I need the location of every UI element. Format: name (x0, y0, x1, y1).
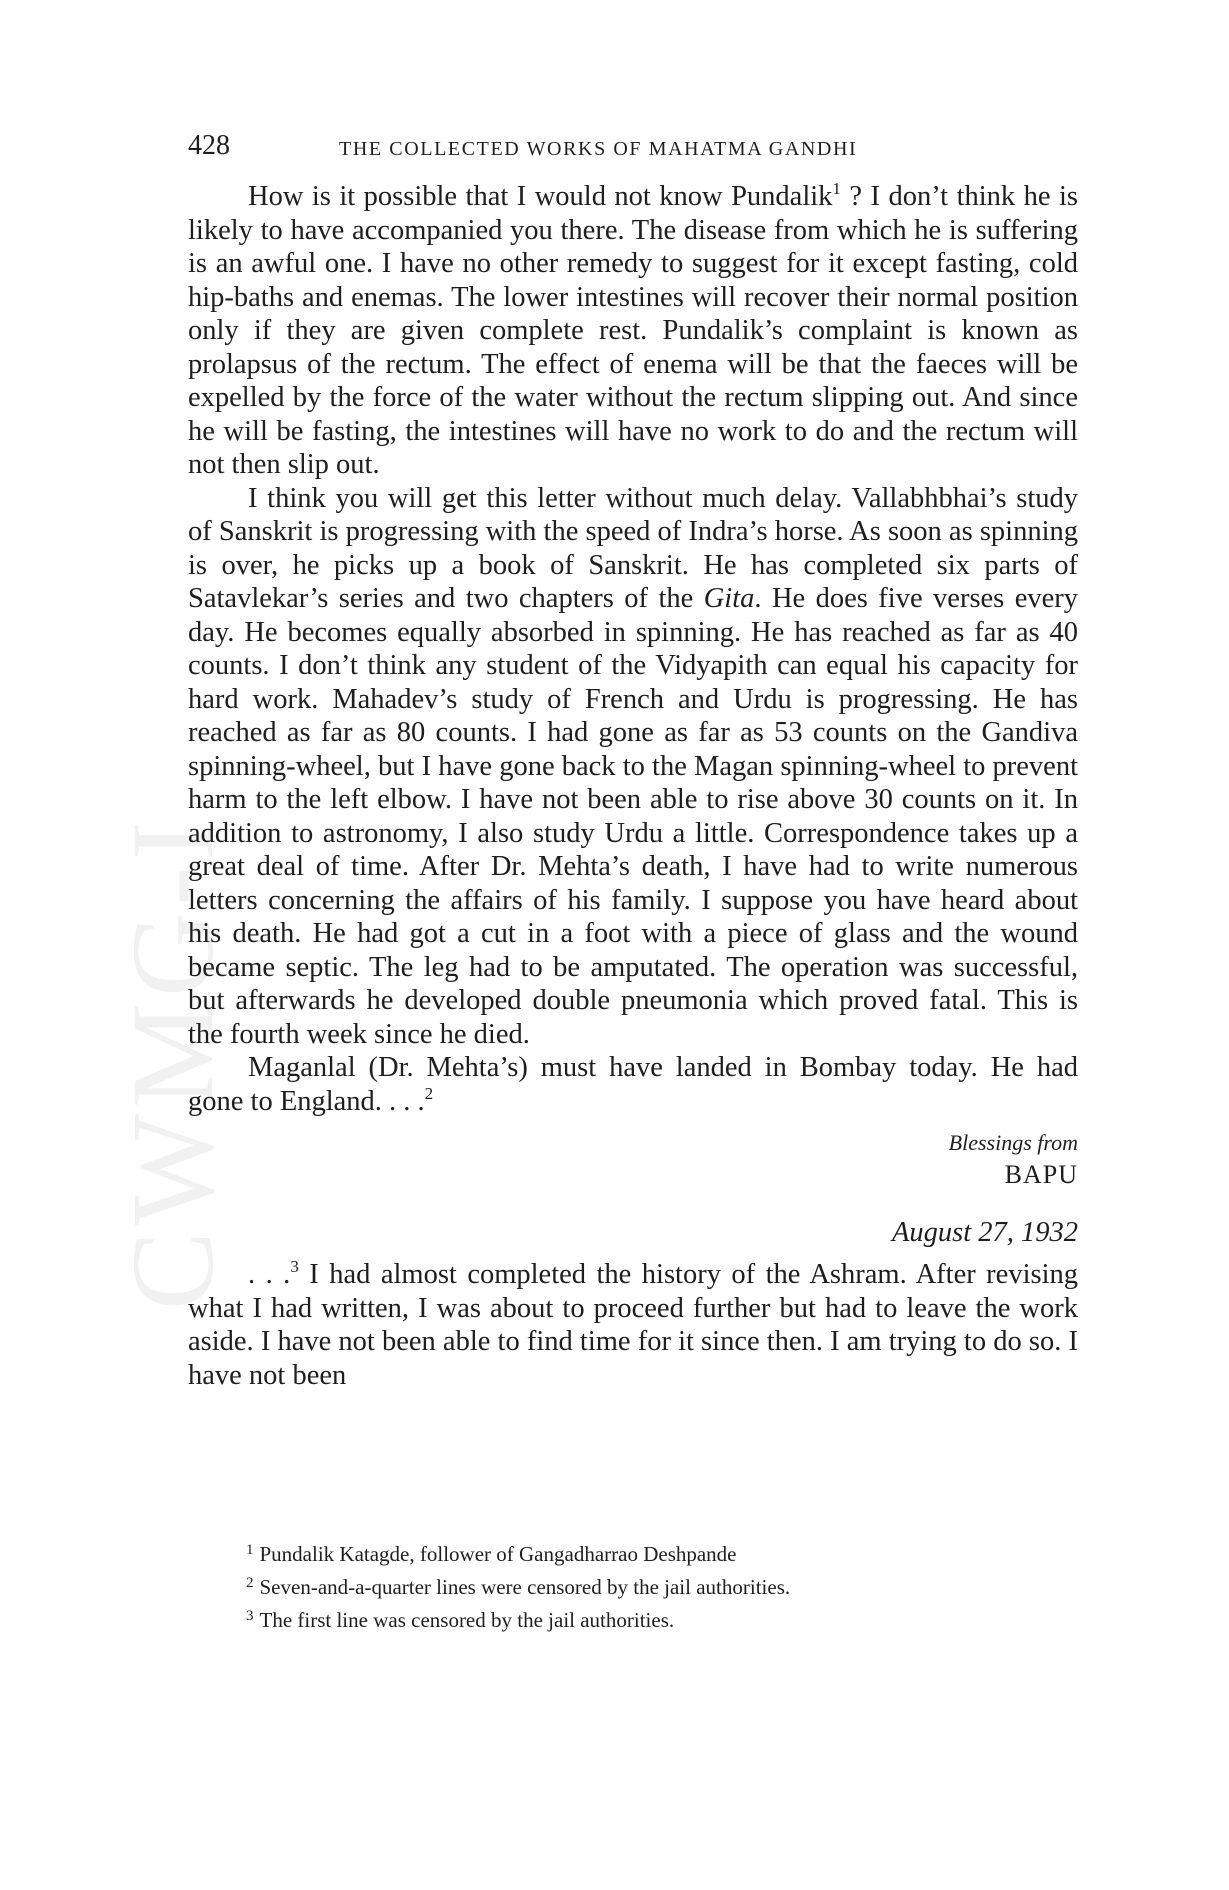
paragraph-1-text-b: ? I don’t think he is likely to have accompanied you there. The disease from which he is suffering is an awful one. I have no other remedy to suggest for it except fasting, cold hip-baths and enemas. The lower intestines will recover their normal position only if they are given complete rest. Pundalik’s complaint is known as prolapsus of the rectum. The effect of enema will be that the faeces will be expelled by the force of the water without the rectum slipping out. And since he will be fasting, the intestines will have no work to do and the rectum will not then slip out. (188, 181, 1078, 480)
italic-title-gita: Gita (703, 583, 755, 614)
watermark: CWMG-I (107, 815, 238, 1310)
footnote-text: The first line was censored by the jail authorities. (259, 1608, 675, 1632)
paragraph-2-text-a: I think you will get this letter without much delay. Vallabhbhai’s study of Sanskrit is progressing with the speed of Indra’s horse. As soon as spinning is over, he picks up a book of Sanskrit. He has completed six parts of Satavlekar’s series and two chapters of the (188, 482, 1078, 614)
footnotes (188, 1538, 1078, 1637)
page-header (188, 130, 1078, 170)
page-number: 428 (188, 130, 230, 161)
footnote-ref-2: 2 (424, 1083, 434, 1103)
footnote-number: 1 (246, 1542, 254, 1558)
paragraph-1 (188, 180, 1078, 482)
footnote-1 (188, 1538, 1078, 1567)
footnote-ref-1: 1 (832, 179, 841, 198)
paragraph-4 (188, 1258, 1078, 1392)
footnote-number: 3 (246, 1608, 254, 1624)
footnote-text: Seven-and-a-quarter lines were censored by the jail authorities. (259, 1575, 791, 1599)
paragraph-2 (188, 482, 1078, 1052)
letter-body (188, 180, 1078, 1392)
paragraph-4-ellipsis: . . . (248, 1259, 291, 1290)
paragraph-4-text: I had almost completed the history of the Ashram. After revising what I had written, I was about to proceed further but had to leave the work aside. I have not been able to find time for it since then. I am trying to do so. I have not been (188, 1259, 1078, 1391)
footnote-2 (188, 1571, 1078, 1600)
closing-signature: BAPU (1004, 1160, 1078, 1189)
paragraph-2-text-b: . He does five verses every day. He becomes equally absorbed in spinning. He has reached as far as 40 counts. I don’t think any student of the Vidyapith can equal his capacity for hard work. Mahadev’s study of French and Urdu is progressing. He has reached as far as 80 counts. I had gone as far as 53 counts on the Gandiva spinning-wheel, but I have gone back to the Magan spinning-wheel to prevent harm to the left elbow. I have not been able to rise above 30 counts on it. In addition to astronomy, I also study Urdu a little. Correspondence takes up a great deal of time. After Dr. Mehta’s death, I have had to write numerous letters concerning the affairs of his family. I suppose you have heard about his death. He had got a cut in a foot with a piece of glass and the wound became septic. The leg had to be amputated. The operation was successful, but afterwards he developed double pneumonia which proved fatal. This is the fourth week since he died. (188, 583, 1079, 1050)
footnote-ref-3: 3 (290, 1257, 299, 1276)
footnote-number: 2 (246, 1575, 254, 1591)
closing (188, 1128, 1078, 1192)
running-head: THE COLLECTED WORKS OF MAHATMA GANDHI (339, 138, 858, 160)
paragraph-3-text: Maganlal (Dr. Mehta’s) must have landed in Bombay today. He had gone to England. . . . (188, 1052, 1078, 1117)
paragraph-1-text-a: How is it possible that I would not know Pundalik (248, 181, 833, 212)
paragraph-3 (188, 1051, 1078, 1118)
footnote-3 (188, 1604, 1078, 1633)
closing-blessings: Blessings from (948, 1130, 1078, 1155)
dateline: August 27, 1932 (891, 1217, 1078, 1248)
footnote-text: Pundalik Katagde, follower of Gangadharrao Deshpande (259, 1542, 737, 1566)
